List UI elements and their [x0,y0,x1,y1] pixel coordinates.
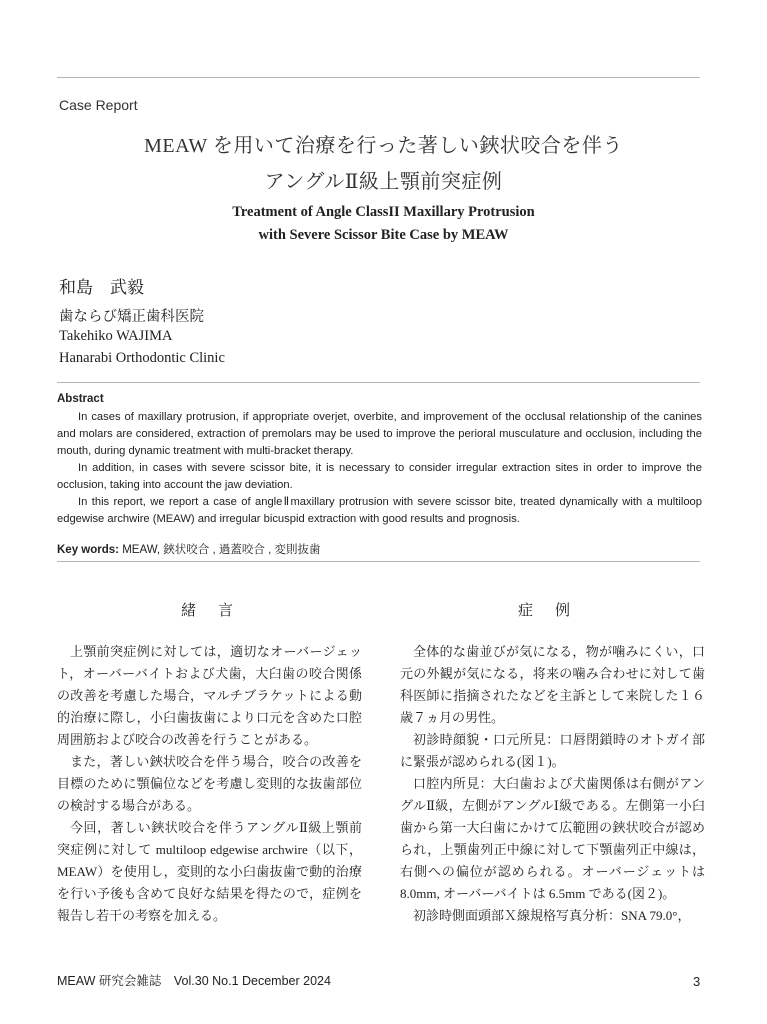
top-rule [57,77,700,78]
case-heading: 症例 [518,603,593,619]
case-paragraph-2: 初診時顔貌・口元所見：口唇閉鎖時のオトガイ部に緊張が認められる(図１)。 [400,732,705,769]
footer-journal-info: MEAW 研究会雑誌 Vol.30 No.1 December 2024 [57,974,331,988]
affiliation-jp: 歯ならび矯正歯科医院 [59,309,204,325]
case-paragraph-1: 全体的な歯並びが気になる，物が噛みにくい，口元の外観が気になる，将来の噛み合わせに対して歯科医師に指摘されたなどを主訴として来院した１６歳７ヵ月の男性。 [400,644,705,725]
intro-paragraph-1: 上顎前突症例に対しては，適切なオーバージェット，オーバーバイトおよび犬歯，大臼歯の咬合関係の改善を考慮した場合，マルチブラケットによる動的治療に際し，小臼歯抜歯により口元を含めた口腔周囲筋および咬合の改善を行うことがある。 [57,644,362,747]
abstract-heading: Abstract [57,393,104,405]
keywords-label: Key words: [57,544,119,556]
abstract-paragraph-1: In cases of maxillary protrusion, if appropriate overjet, overbite, and improvement of the occlusal relationship of the canines and molars are considered, extraction of premolars may be used to improve the perioral musculature and occlusion, including the mouth, during dynamic treatment with multi-bracket therapy. [57,411,702,457]
intro-body [57,641,362,927]
title-en-line-2: with Severe Scissor Bite Case by MEAW [258,227,509,243]
abstract-paragraph-2: In addition, in cases with severe scissor bite, it is necessary to consider irregular extraction sites in order to improve the occlusion, taking into account the jaw deviation. [57,462,702,491]
title-jp-line-2: アングルⅡ級上顎前突症例 [264,171,503,193]
article-type-label: Case Report [59,97,138,113]
intro-paragraph-2: また，著しい鋏状咬合を伴う場合，咬合の改善を目標のために顎偏位などを考慮し変則的な抜歯部位の検討する場合がある。 [57,754,362,813]
case-paragraph-4: 初診時側面頭部Ｘ線規格写真分析：SNA 79.0°， [413,908,691,923]
intro-heading: 緒言 [181,603,256,619]
title-en-line-1: Treatment of Angle ClassII Maxillary Protrusion [232,204,535,220]
keywords [57,541,320,557]
case-body [400,641,705,927]
abstract-section [57,393,702,528]
author-name-jp: 和島 武毅 [59,278,144,297]
page-number: 3 [693,974,701,989]
keywords-value: MEAW, 鋏状咬合 , 過蓋咬合 , 変則抜歯 [122,544,321,556]
affiliation-en: Hanarabi Orthodontic Clinic [59,350,225,366]
author-name-en: Takehiko WAJIMA [59,328,173,344]
abstract-top-rule [57,382,700,383]
abstract-paragraph-3: In this report, we report a case of angleⅡmaxillary protrusion with severe scissor bite, treated dynamically with a multiloop edgewise archwire (MEAW) and irregular bicuspid extraction with good results and prognosis. [57,496,702,525]
title-jp-line-1: MEAW を用いて治療を行った著しい鋏状咬合を伴う [144,135,623,157]
keywords-bottom-rule [57,561,700,562]
case-paragraph-3: 口腔内所見：大臼歯および犬歯関係は右側がアングルⅡ級，左側がアングルⅠ級である。左側第一小臼歯から第一大臼歯にかけて広範囲の鋏状咬合が認められ，上顎歯列正中線に対して下顎歯列正中線は，右側への偏位が認められる。オーバージェットは 8.0mm, オーバーバイトは 6.5mm である(図２)。 [400,776,705,901]
intro-paragraph-3: 今回，著しい鋏状咬合を伴うアングルⅡ級上顎前突症例に対して multiloop edgewise archwire（以下，MEAW）を使用し，変則的な小臼歯抜歯で動的治療を行い予後も含めて良好な結果を得たので，症例を報告し若干の考察を加える。 [57,820,362,923]
